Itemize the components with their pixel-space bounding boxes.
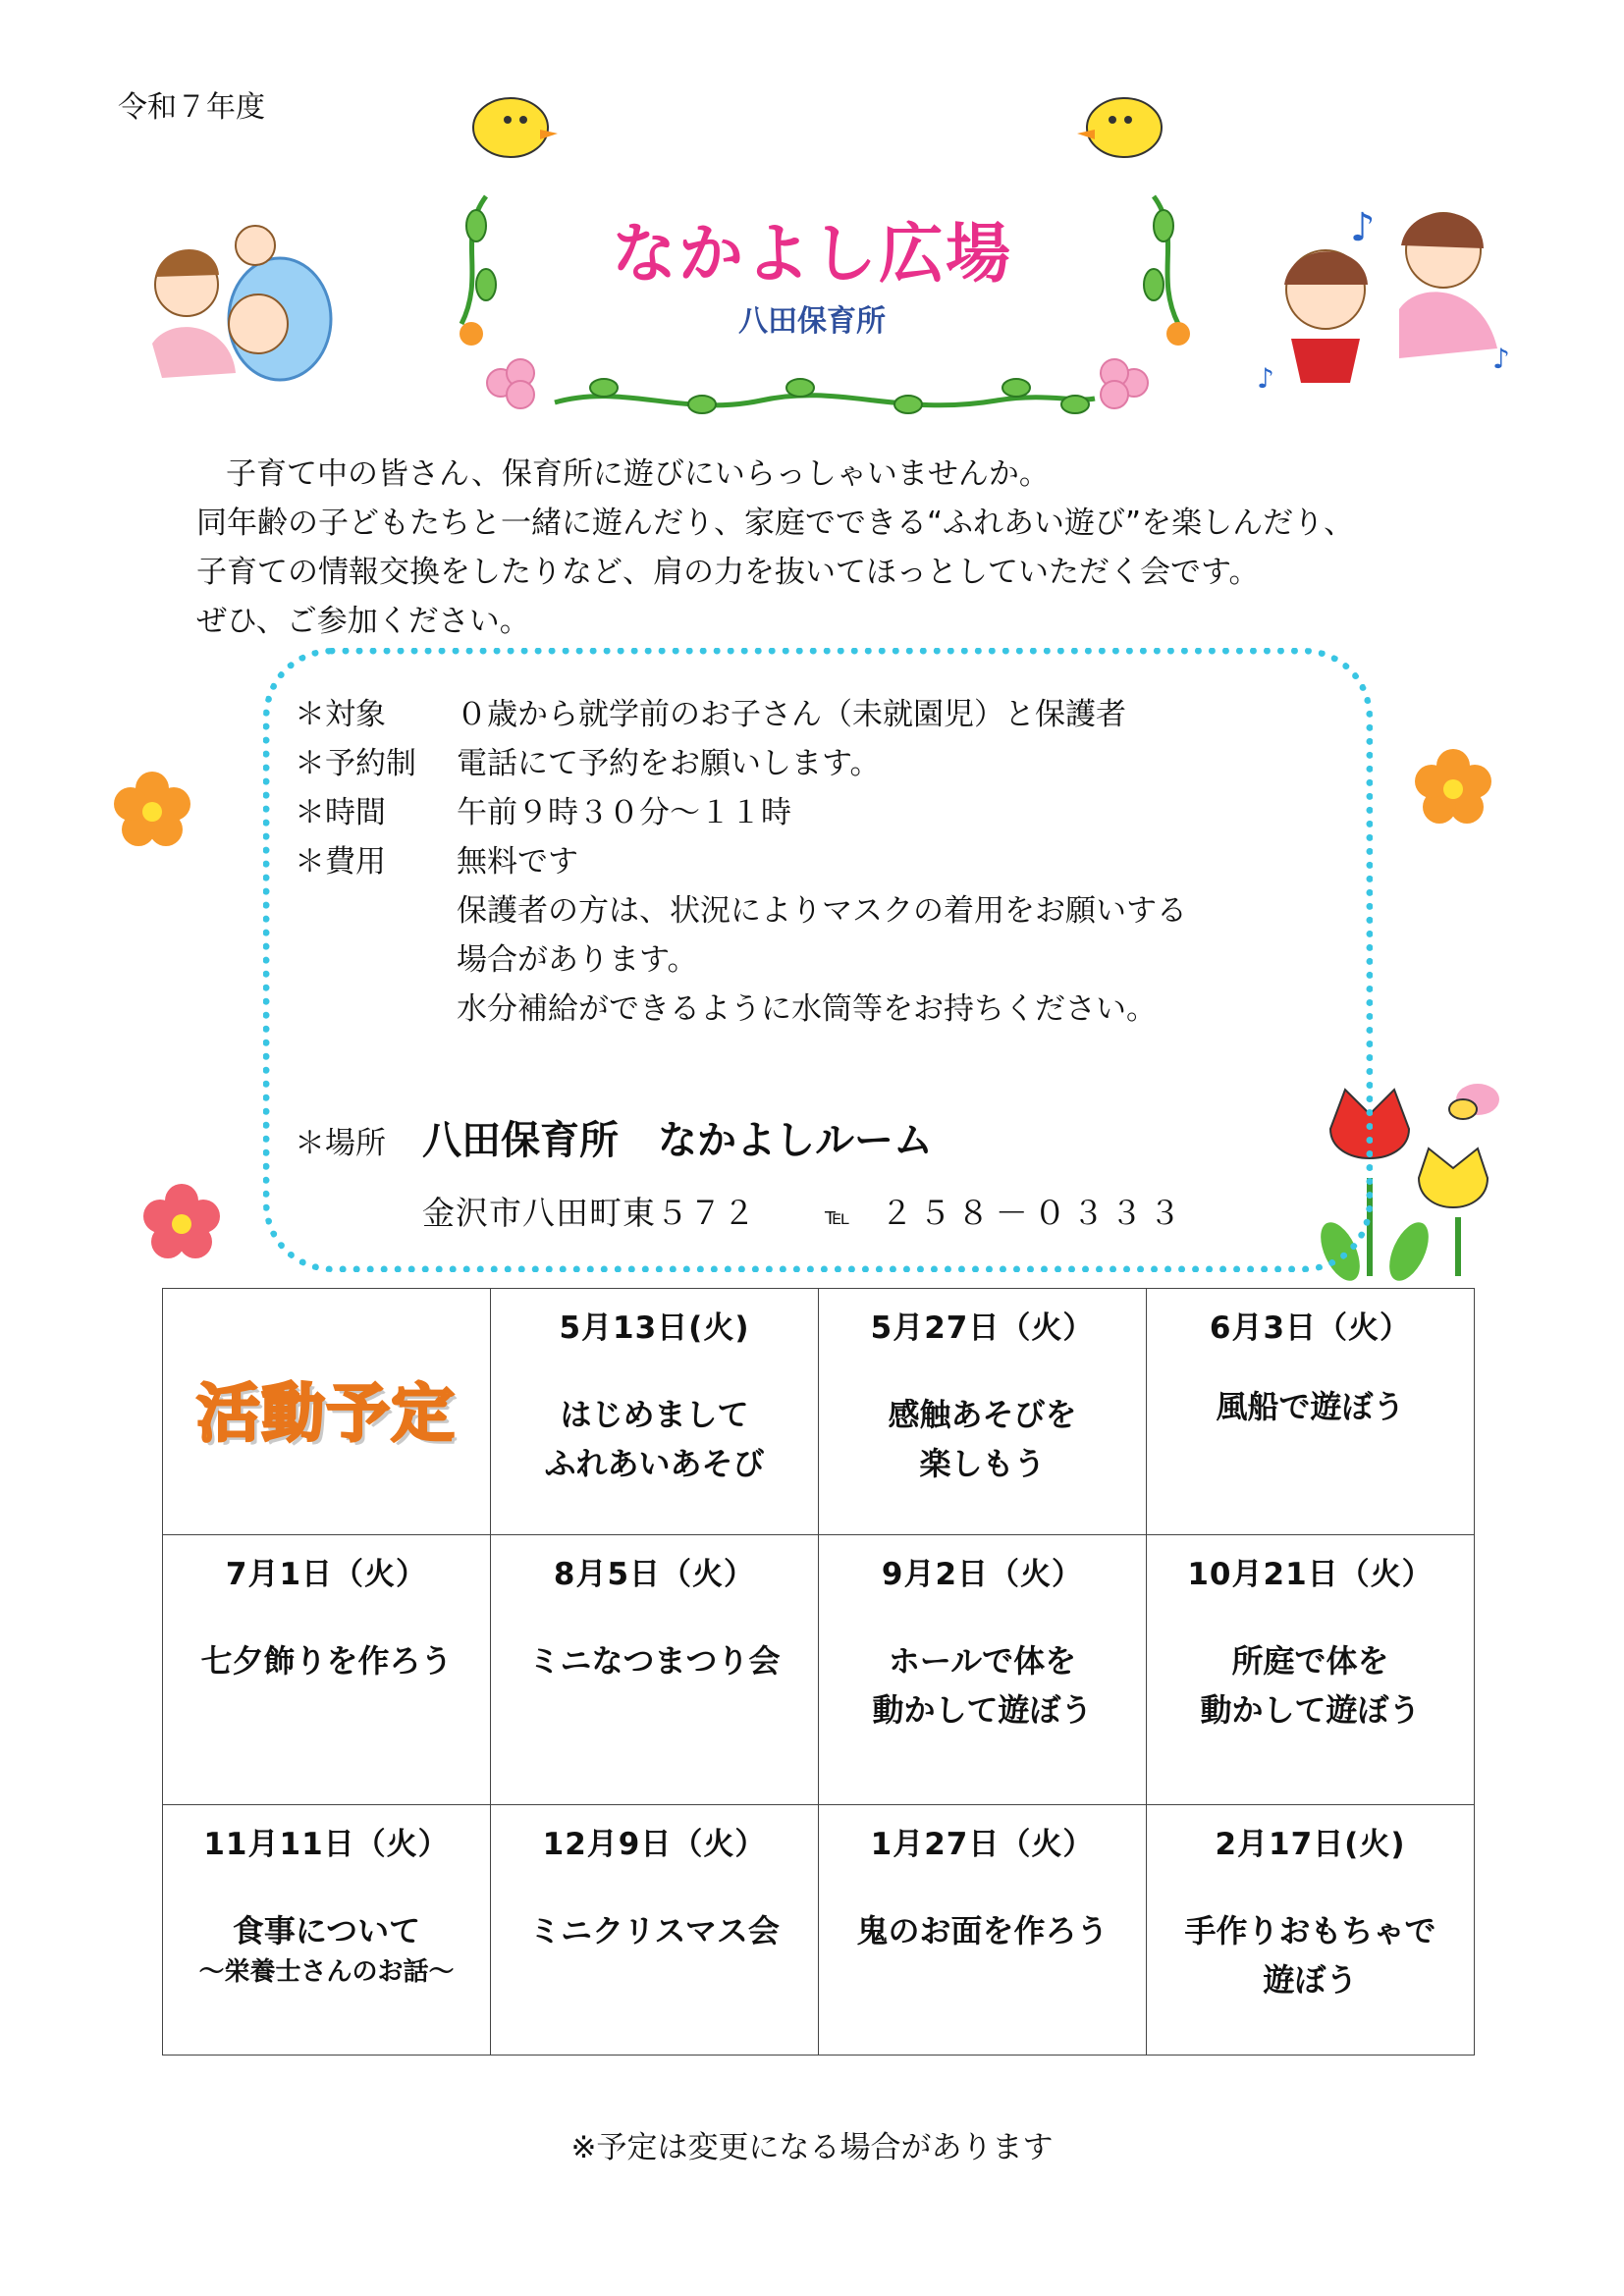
intro-line: 同年齢の子どもたちと一緒に遊んだり、家庭でできる“ふれあい遊び”を楽しんだり、	[196, 506, 1355, 541]
info-time	[295, 788, 791, 837]
svg-text:♪: ♪	[1492, 343, 1510, 375]
schedule-activity: 楽しもう	[919, 1445, 1046, 1482]
info-value: 午前９時３０分～１１時	[457, 795, 791, 830]
fee-note: 水分補給ができるように水筒等をお持ちください。	[457, 991, 1157, 1027]
schedule-activity: 手作りおもちゃで	[1184, 1912, 1436, 1949]
pink-flower-icon	[142, 1183, 221, 1261]
fiscal-year: 令和７年度	[118, 90, 265, 125]
schedule-date: 6月3日（火）	[1209, 1310, 1412, 1346]
schedule-activity: 食事について	[232, 1912, 421, 1949]
schedule-cell	[1147, 1289, 1475, 1535]
schedule-date: 2月17日(火)	[1215, 1827, 1406, 1862]
schedule-activity: 動かして遊ぼう	[872, 1691, 1093, 1729]
schedule-table	[162, 1288, 1475, 2056]
schedule-activity: 鬼のお面を作ろう	[856, 1912, 1109, 1949]
schedule-date: 10月21日（火）	[1187, 1557, 1434, 1592]
info-label: ＊時間	[295, 795, 386, 830]
mother-and-girl-singing-illustration	[1252, 201, 1517, 398]
schedule-cell	[491, 1289, 819, 1535]
info-label: ＊場所	[295, 1126, 386, 1161]
orange-flower-icon	[113, 771, 191, 849]
address-line	[422, 1188, 1187, 1234]
schedule-heading: 活動予定	[196, 1378, 457, 1451]
intro-line: 子育て中の皆さん、保育所に遊びにいらっしゃいませんか。	[226, 456, 1050, 492]
info-value: 無料です	[457, 844, 578, 880]
schedule-activity: 所庭で体を	[1231, 1642, 1389, 1680]
info-target	[295, 690, 1126, 739]
table-row	[163, 1535, 1475, 1805]
schedule-activity: 動かして遊ぼう	[1200, 1691, 1421, 1729]
schedule-cell	[1147, 1805, 1475, 2056]
table-row	[163, 1289, 1475, 1535]
info-label: ＊対象	[295, 697, 386, 732]
page-subtitle: 八田保育所	[738, 304, 886, 339]
schedule-activity: はじめまして	[560, 1396, 749, 1433]
tel-number: ２５８－０３３３	[880, 1194, 1187, 1232]
place-name: 八田保育所 なかよしルーム	[422, 1118, 933, 1163]
schedule-cell	[163, 1535, 491, 1805]
info-label: ＊予約制	[295, 746, 416, 781]
orange-flower-icon	[1414, 748, 1492, 827]
schedule-cell	[1147, 1535, 1475, 1805]
schedule-activity: 感触あそびを	[888, 1396, 1077, 1433]
table-row	[163, 1805, 1475, 2056]
info-place	[295, 1109, 933, 1165]
svg-text:♪: ♪	[1257, 362, 1274, 395]
footer-note: ※予定は変更になる場合があります	[570, 2130, 1054, 2165]
schedule-date: 1月27日（火）	[870, 1827, 1095, 1862]
schedule-date: 11月11日（火）	[203, 1827, 450, 1862]
schedule-activity: 風船で遊ぼう	[1216, 1388, 1405, 1425]
schedule-activity: ミニなつまつり会	[528, 1642, 781, 1680]
intro-paragraph	[196, 450, 1473, 646]
page-title: なかよし広場	[612, 216, 1012, 292]
schedule-cell	[163, 1805, 491, 2056]
schedule-date: 8月5日（火）	[553, 1557, 756, 1592]
schedule-date: 5月27日（火）	[870, 1310, 1095, 1346]
schedule-cell	[491, 1805, 819, 2056]
schedule-cell	[819, 1535, 1147, 1805]
schedule-date: 7月1日（火）	[225, 1557, 428, 1592]
info-value: ０歳から就学前のお子さん（未就園児）と保護者	[457, 697, 1126, 732]
address: 金沢市八田町東５７２	[422, 1194, 756, 1232]
schedule-activity: 七夕飾りを作ろう	[200, 1642, 453, 1680]
intro-line: ぜひ、ご参加ください。	[196, 604, 530, 639]
info-reserve	[295, 739, 881, 788]
schedule-cell	[819, 1805, 1147, 2056]
schedule-date: 12月9日（火）	[542, 1827, 767, 1862]
schedule-activity: ホールで体を	[888, 1642, 1077, 1680]
schedule-activity-sub: ～栄養士さんのお話～	[198, 1957, 455, 1987]
schedule-activity: ミニクリスマス会	[529, 1912, 780, 1949]
info-value: 電話にて予約をお願いします。	[457, 746, 881, 781]
schedule-heading-cell	[163, 1289, 491, 1535]
schedule-cell	[819, 1289, 1147, 1535]
schedule-activity: 遊ぼう	[1263, 1961, 1358, 1999]
schedule-date: 5月13日(火)	[559, 1310, 750, 1346]
schedule-date: 9月2日（火）	[881, 1557, 1084, 1592]
fee-note: 保護者の方は、状況によりマスクの着用をお願いする	[457, 893, 1187, 929]
fee-note: 場合があります。	[457, 942, 698, 978]
intro-line: 子育ての情報交換をしたりなど、肩の力を抜いてほっとしていただく会です。	[196, 555, 1260, 590]
info-label: ＊費用	[295, 844, 386, 880]
schedule-activity: ふれあいあそび	[544, 1445, 765, 1482]
svg-text:♪: ♪	[1350, 205, 1376, 250]
mother-and-babies-illustration	[142, 216, 334, 388]
schedule-cell	[491, 1535, 819, 1805]
tel-label: ℡	[825, 1202, 851, 1230]
info-fee	[295, 837, 578, 886]
